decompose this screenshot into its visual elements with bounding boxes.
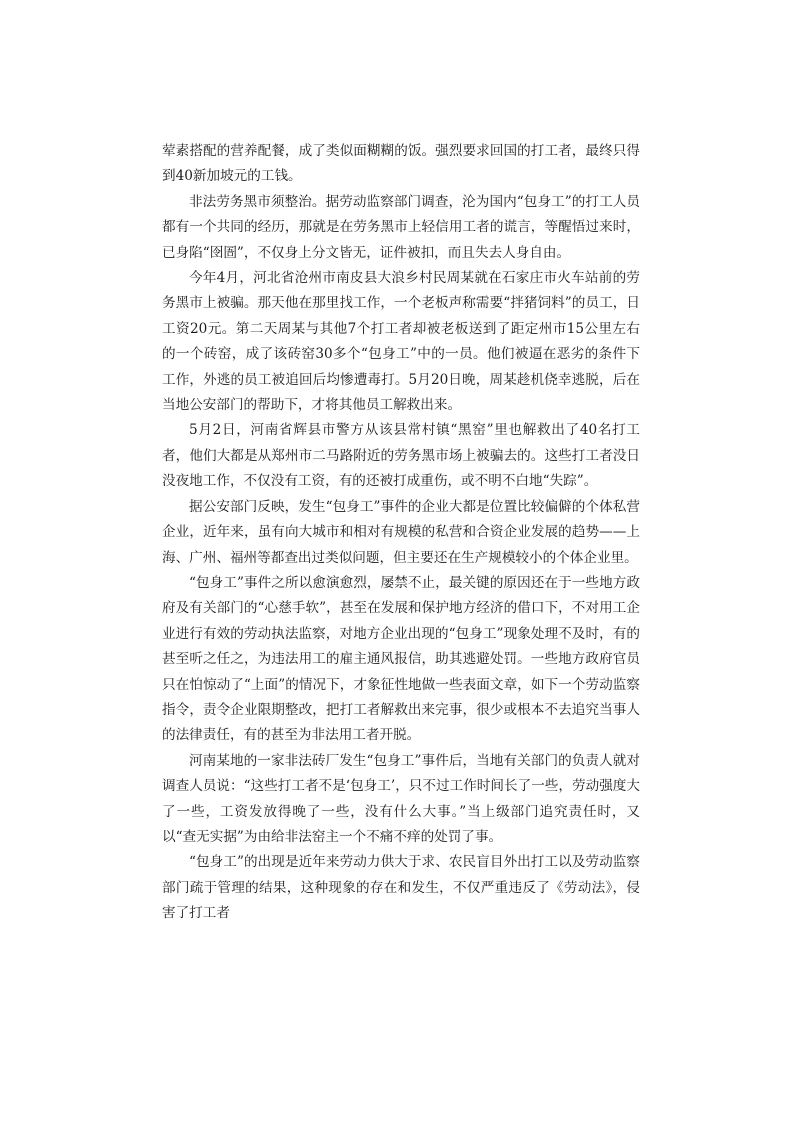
- paragraph-continuation: 荤素搭配的营养配餐，成了类似面糊糊的饭。强烈要求回国的打工者，最终只得到40新加坡元的工钱。: [162, 143, 640, 185]
- paragraph: 非法劳务黑市须整治。据劳动监察部门调查，沦为国内“包身工”的打工人员都有一个共同的经历，那就是在劳务黑市上轻信用工者的谎言，等醒悟过来时，已身陷“囹圄”，不仅身上分文皆无，证件被扣，而且失去人身自由。: [162, 193, 640, 261]
- paragraph: “包身工”事件之所以愈演愈烈，屡禁不止，最关键的原因还在于一些地方政府及有关部门的“心慈手软”，甚至在发展和保护地方经济的借口下，不对用工企业进行有效的劳动执法监察，对地方企业出现的“包身工”现象处理不及时，有的甚至听之任之，为违法用工的雇主通风报信，助其逃避处罚。一些地方政府官员只在怕惊动了“上面”的情况下，才象征性地做一些表面文章，如下一个劳动监察指令，责令企业限期整改，把打工者解救出来完事，很少或根本不去追究当事人的法律责任，有的甚至为非法用工者开脱。: [162, 574, 640, 744]
- paragraph: “包身工”的出现是近年来劳动力供大于求、农民盲目外出打工以及劳动监察部门疏于管理的结果，这种现象的存在和发生，不仅严重违反了《劳动法》，侵害了打工者: [162, 854, 640, 922]
- article-body: [162, 139, 640, 927]
- paragraph: 据公安部门反映，发生“包身工”事件的企业大都是位置比较偏僻的个体私营企业，近年来，虽有向大城市和相对有规模的私营和合资企业发展的趋势——上海、广州、福州等都查出过类似问题，但主要还在生产规模较小的个体企业里。: [162, 498, 640, 566]
- paragraph: 今年4月，河北省沧州市南皮县大浪乡村民周某就在石家庄市火车站前的劳务黑市上被骗。那天他在那里找工作，一个老板声称需要“拌猪饲料”的员工，日工资20元。第二天周某与其他7个打工者却被老板送到了距定州市15公里左右的一个砖窑，成了该砖窑30多个“包身工”中的一员。他们被逼在恶劣的条件下工作，外逃的员工被追回后均惨遭毒打。5月20日晚，周某趁机侥幸逃脱，后在当地公安部门的帮助下，才将其他员工解救出来。: [162, 270, 640, 414]
- paragraph: 5月2日，河南省辉县市警方从该县常村镇“黑窑”里也解救出了40名打工者，他们大都是从郑州市二马路附近的劳务黑市场上被骗去的。这些打工者没日没夜地工作，不仅没有工资，有的还被打成重伤，或不明不白地“失踪”。: [162, 422, 640, 490]
- paragraph: 河南某地的一家非法砖厂发生“包身工”事件后，当地有关部门的负责人就对调查人员说：“这些打工者不是‘包身工’，只不过工作时间长了一些，劳动强度大了一些，工资发放得晚了一些，没有什么大事。”当上级部门追究责任时，又以“查无实据”为由给非法窑主一个不痛不痒的处罚了事。: [162, 752, 640, 845]
